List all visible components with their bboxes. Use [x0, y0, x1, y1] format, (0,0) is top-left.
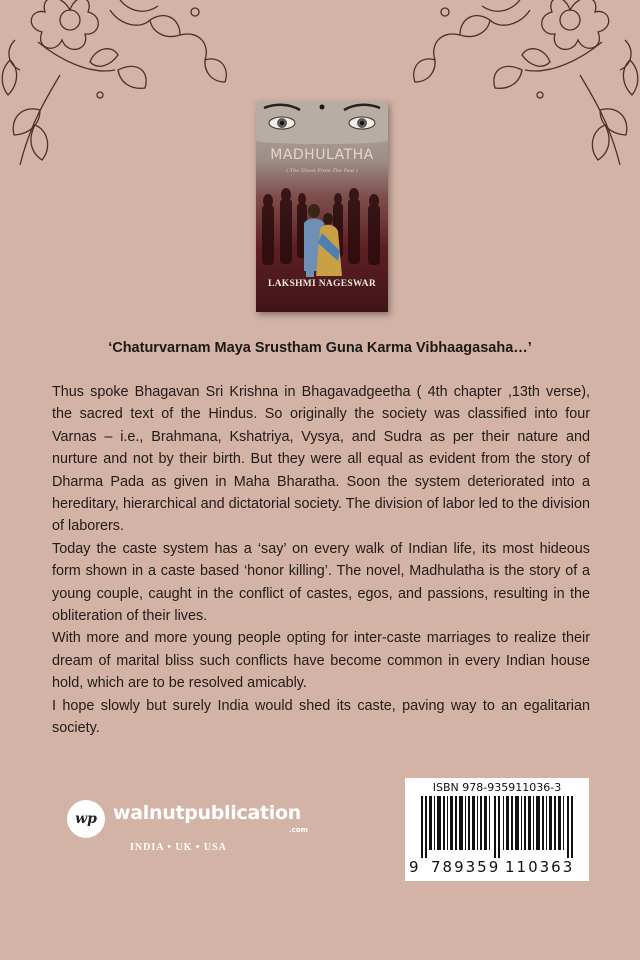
ean-left-group: 789359 [431, 858, 501, 876]
publisher-domain: .com [289, 826, 308, 834]
floral-decoration-right [390, 0, 640, 175]
cover-subtitle: ( The Ghost From The Past ) [286, 168, 358, 174]
barcode-bars [411, 796, 583, 858]
publisher-locations: INDIA • UK • USA [130, 842, 227, 853]
book-cover-thumbnail [256, 101, 388, 312]
blurb-paragraph: With more and more young people opting for inter-caste marriages to realize their dream of marital bliss such conflicts have become common in every Indian house hold, which are to be resolved amicably. [52, 630, 590, 692]
floral-decoration-left [0, 0, 250, 175]
isbn-barcode [405, 778, 589, 881]
publisher-name: walnutpublication [113, 802, 301, 824]
cover-author: LAKSHMI NAGESWAR [268, 279, 376, 289]
blurb-paragraph: Thus spoke Bhagavan Sri Krishna in Bhagavadgeetha ( 4th chapter ,13th verse), the sacred text of the Hindus. So originally the society was classified into four Varnas – i.e., Brahmana, Kshatriya, Vysya, and Sudra as per their nature and nurture and not by their birth. But they were all equal as evident from the story of Dharma Pada as given in Maha Bharatha. Soon the system deteriorated into a hereditary, hierarchical and dictatorial society. The division of labor led to the division of laborers. [52, 384, 590, 535]
publisher-logo [67, 796, 327, 842]
blurb-text [52, 381, 590, 740]
ean-right-group: 110363 [505, 858, 575, 876]
sanskrit-quote: ‘Chaturvarnam Maya Srustham Guna Karma Vibhaagasaha…’ [108, 340, 532, 356]
publisher-logo-mark: wp [67, 800, 105, 838]
ean-first-digit: 9 [409, 858, 419, 876]
isbn-label: ISBN 978-935911036-3 [432, 781, 562, 794]
blurb-paragraph: Today the caste system has a ‘say’ on every walk of Indian life, its most hideous form shown in a caste based ‘honor killing’. The novel, Madhulatha is the story of a young couple, caught in the conflict of castes, egos, and passions, resulting in the obliteration of their lives. [52, 540, 590, 625]
blurb-paragraph: I hope slowly but surely India would shed its caste, paving way to an egalitarian society. [52, 697, 590, 737]
cover-title: MADHULATHA [270, 147, 374, 163]
